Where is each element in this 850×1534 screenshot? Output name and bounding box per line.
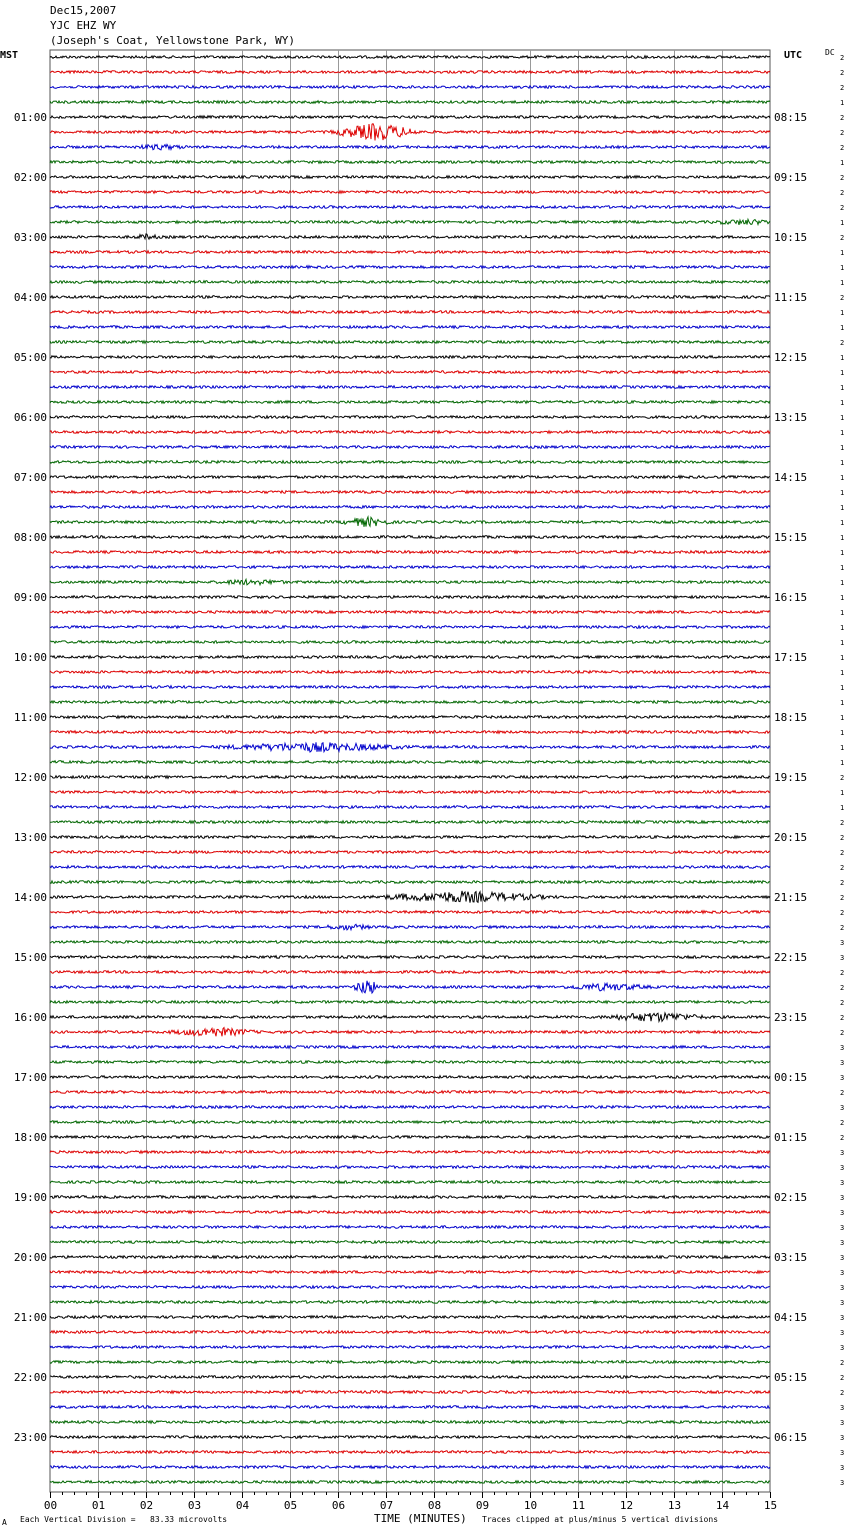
dc-offset-value: 2: [840, 294, 845, 302]
trace-line: [50, 1211, 770, 1214]
trace-line: [50, 924, 770, 930]
trace-line: [50, 1076, 770, 1079]
left-hour-label: 08:00: [13, 531, 47, 544]
dc-offset-value: 1: [840, 564, 845, 572]
dc-offset-value: 2: [840, 999, 845, 1007]
dc-offset-value: 1: [840, 369, 845, 377]
dc-offset-value: 2: [840, 924, 845, 932]
right-hour-label: 23:15: [774, 1011, 808, 1024]
dc-offset-value: 2: [840, 174, 845, 182]
right-hour-label: 00:15: [774, 1071, 808, 1084]
trace-line: [50, 461, 770, 464]
trace-line: [50, 881, 770, 884]
right-hour-label: 15:15: [774, 531, 808, 544]
trace-line: [50, 656, 770, 659]
dc-offset-value: 1: [840, 384, 845, 392]
dc-offset-value: 1: [840, 489, 845, 497]
trace-line: [50, 446, 770, 449]
right-hour-label: 09:15: [774, 171, 808, 184]
trace-line: [50, 281, 770, 284]
trace-line: [50, 701, 770, 704]
dc-offset-value: 3: [840, 1344, 845, 1352]
dc-offset-value: 3: [840, 939, 845, 947]
trace-line: [50, 611, 770, 614]
trace-line: [50, 219, 770, 225]
dc-offset-value: 2: [840, 339, 845, 347]
trace-line: [50, 386, 770, 389]
trace-line: [50, 821, 770, 824]
x-tick-label: 08: [427, 1499, 442, 1512]
dc-offset-value: 2: [840, 1389, 845, 1397]
right-hour-label: 05:15: [774, 1371, 808, 1384]
plot-date: Dec15,2007: [50, 4, 117, 17]
x-tick-label: 10: [523, 1499, 538, 1512]
right-timezone-label: UTC: [784, 50, 803, 61]
left-hour-label: 18:00: [13, 1131, 47, 1144]
dc-offset-value: 3: [840, 1449, 845, 1457]
left-hour-label: 03:00: [13, 231, 47, 244]
dc-offset-value: 1: [840, 474, 845, 482]
dc-offset-labels: [840, 54, 844, 1487]
x-axis-title: TIME (MINUTES): [374, 1512, 467, 1525]
dc-offset-value: 3: [840, 1329, 845, 1337]
x-tick-label: 01: [91, 1499, 106, 1512]
trace-line: [50, 1466, 770, 1469]
x-tick-label: 03: [187, 1499, 202, 1512]
dc-offset-value: 2: [840, 984, 845, 992]
dc-offset-value: 2: [840, 129, 845, 137]
trace-line: [50, 1136, 770, 1139]
trace-line: [50, 1241, 770, 1244]
trace-line: [50, 191, 770, 194]
trace-line: [50, 1121, 770, 1124]
left-hour-label: 07:00: [13, 471, 47, 484]
trace-line: [50, 1013, 770, 1021]
trace-line: [50, 356, 770, 359]
left-hour-label: 23:00: [13, 1431, 47, 1444]
trace-line: [50, 1316, 770, 1319]
trace-line: [50, 1001, 770, 1004]
right-hour-label: 01:15: [774, 1131, 808, 1144]
x-tick-label: 12: [619, 1499, 634, 1512]
trace-line: [50, 836, 770, 839]
right-hour-label: 13:15: [774, 411, 808, 424]
trace-line: [50, 506, 770, 509]
x-tick-label: 00: [43, 1499, 58, 1512]
dc-offset-value: 1: [840, 624, 845, 632]
left-hour-label: 16:00: [13, 1011, 47, 1024]
dc-offset-value: 3: [840, 1209, 845, 1217]
dc-offset-value: 1: [840, 99, 845, 107]
trace-line: [50, 686, 770, 689]
dc-offset-value: 2: [840, 1374, 845, 1382]
trace-line: [50, 971, 770, 974]
x-axis-ticks: [44, 1492, 777, 1512]
right-hour-label: 14:15: [774, 471, 808, 484]
trace-line: [50, 1196, 770, 1199]
clip-note: Traces clipped at plus/minus 5 vertical divisions: [482, 1515, 719, 1524]
x-tick-label: 06: [331, 1499, 346, 1512]
trace-line: [50, 742, 770, 752]
left-hour-label: 21:00: [13, 1311, 47, 1324]
trace-line: [50, 1361, 770, 1364]
trace-line: [50, 981, 770, 993]
dc-offset-value: 3: [840, 1419, 845, 1427]
trace-line: [50, 851, 770, 854]
left-hour-label: 04:00: [13, 291, 47, 304]
trace-line: [50, 566, 770, 569]
trace-line: [50, 266, 770, 269]
trace-line: [50, 401, 770, 404]
right-hour-label: 20:15: [774, 831, 808, 844]
trace-line: [50, 1256, 770, 1259]
right-hour-label: 21:15: [774, 891, 808, 904]
dc-offset-value: 3: [840, 1464, 845, 1472]
left-hour-label: 14:00: [13, 891, 47, 904]
station-code: YJC EHZ WY: [50, 19, 117, 32]
left-hour-label: 11:00: [13, 711, 47, 724]
corner-mark: A: [2, 1518, 7, 1527]
dc-offset-value: 2: [840, 774, 845, 782]
x-tick-label: 04: [235, 1499, 250, 1512]
left-hour-label: 15:00: [13, 951, 47, 964]
dc-offset-value: 1: [840, 159, 845, 167]
dc-offset-value: 1: [840, 249, 845, 257]
trace-line: [50, 1451, 770, 1454]
right-hour-label: 06:15: [774, 1431, 808, 1444]
dc-offset-value: 3: [840, 1479, 845, 1487]
trace-line: [50, 371, 770, 374]
dc-offset-value: 2: [840, 204, 845, 212]
dc-offset-value: 2: [840, 144, 845, 152]
dc-offset-value: 3: [840, 1149, 845, 1157]
trace-line: [50, 641, 770, 644]
trace-line: [50, 71, 770, 74]
right-hour-label: 17:15: [774, 651, 808, 664]
trace-line: [50, 1331, 770, 1334]
trace-line: [50, 206, 770, 209]
dc-offset-value: 1: [840, 459, 845, 467]
dc-offset-value: 1: [840, 699, 845, 707]
x-tick-label: 15: [763, 1499, 778, 1512]
right-hour-label: 18:15: [774, 711, 808, 724]
trace-line: [50, 1271, 770, 1274]
trace-line: [50, 1421, 770, 1424]
dc-offset-value: 1: [840, 324, 845, 332]
trace-line: [50, 579, 770, 584]
trace-line: [50, 1391, 770, 1394]
dc-offset-value: 2: [840, 84, 845, 92]
trace-line: [50, 1286, 770, 1289]
trace-line: [50, 1301, 770, 1304]
trace-line: [50, 1181, 770, 1184]
dc-offset-value: 1: [840, 399, 845, 407]
trace-line: [50, 234, 770, 239]
trace-line: [50, 536, 770, 539]
trace-line: [50, 956, 770, 959]
x-tick-label: 14: [715, 1499, 730, 1512]
vertical-scale-note: Each Vertical Division = 83.33 microvolts: [20, 1515, 228, 1524]
dc-offset-value: 3: [840, 1164, 845, 1172]
dc-offset-value: 2: [840, 234, 845, 242]
trace-line: [50, 326, 770, 329]
right-hour-label: 11:15: [774, 291, 808, 304]
dc-offset-value: 2: [840, 909, 845, 917]
dc-offset-value: 1: [840, 504, 845, 512]
left-hour-label: 06:00: [13, 411, 47, 424]
dc-offset-value: 1: [840, 309, 845, 317]
dc-offset-value: 3: [840, 1074, 845, 1082]
dc-offset-value: 1: [840, 729, 845, 737]
dc-offset-value: 2: [840, 849, 845, 857]
dc-offset-value: 1: [840, 279, 845, 287]
dc-offset-value: 1: [840, 594, 845, 602]
trace-line: [50, 671, 770, 674]
trace-line: [50, 1481, 770, 1484]
trace-line: [50, 1436, 770, 1439]
dc-offset-value: 2: [840, 1359, 845, 1367]
trace-line: [50, 866, 770, 869]
trace-line: [50, 161, 770, 164]
trace-line: [50, 144, 770, 150]
trace-line: [50, 341, 770, 344]
dc-offset-value: 3: [840, 954, 845, 962]
trace-line: [50, 1406, 770, 1409]
left-hour-label: 05:00: [13, 351, 47, 364]
dc-offset-value: 2: [840, 1119, 845, 1127]
dc-offset-value: 2: [840, 189, 845, 197]
right-hour-label: 03:15: [774, 1251, 808, 1264]
trace-line: [50, 116, 770, 119]
x-tick-label: 09: [475, 1499, 490, 1512]
trace-line: [50, 517, 770, 527]
dc-offset-value: 2: [840, 969, 845, 977]
station-location: (Joseph's Coat, Yellowstone Park, WY): [50, 34, 296, 47]
x-tick-label: 07: [379, 1499, 394, 1512]
right-hour-label: 16:15: [774, 591, 808, 604]
trace-line: [50, 491, 770, 494]
left-hour-label: 01:00: [13, 111, 47, 124]
trace-line: [50, 86, 770, 89]
dc-offset-value: 2: [840, 114, 845, 122]
trace-line: [50, 716, 770, 719]
dc-offset-value: 2: [840, 54, 845, 62]
trace-line: [50, 56, 770, 59]
dc-offset-value: 1: [840, 609, 845, 617]
left-hour-label: 17:00: [13, 1071, 47, 1084]
dc-offset-value: 1: [840, 669, 845, 677]
seismic-traces: [50, 56, 770, 1484]
dc-offset-value: 3: [840, 1179, 845, 1187]
dc-offset-value: 3: [840, 1194, 845, 1202]
dc-offset-value: 2: [840, 864, 845, 872]
dc-offset-value: 1: [840, 804, 845, 812]
dc-offset-value: 1: [840, 549, 845, 557]
trace-line: [50, 296, 770, 299]
trace-line: [50, 806, 770, 809]
dc-offset-value: 1: [840, 789, 845, 797]
trace-line: [50, 1226, 770, 1229]
trace-line: [50, 1151, 770, 1154]
dc-offset-value: 3: [840, 1254, 845, 1262]
trace-line: [50, 596, 770, 599]
right-hour-labels: [774, 111, 807, 1444]
dc-offset-value: 1: [840, 444, 845, 452]
trace-line: [50, 941, 770, 944]
left-hour-label: 12:00: [13, 771, 47, 784]
dc-offset-value: 2: [840, 1014, 845, 1022]
trace-line: [50, 891, 770, 903]
left-hour-label: 19:00: [13, 1191, 47, 1204]
trace-line: [50, 1346, 770, 1349]
dc-offset-value: 3: [840, 1044, 845, 1052]
left-timezone-label: MST: [0, 50, 19, 61]
right-hour-label: 22:15: [774, 951, 808, 964]
trace-line: [50, 761, 770, 764]
dc-offset-value: 3: [840, 1269, 845, 1277]
trace-line: [50, 911, 770, 914]
right-hour-label: 10:15: [774, 231, 808, 244]
trace-line: [50, 551, 770, 554]
dc-offset-value: 2: [840, 894, 845, 902]
dc-offset-value: 1: [840, 264, 845, 272]
trace-line: [50, 1046, 770, 1049]
right-hour-label: 08:15: [774, 111, 808, 124]
dc-offset-value: 2: [840, 1089, 845, 1097]
dc-offset-value: 1: [840, 654, 845, 662]
dc-offset-value: 1: [840, 639, 845, 647]
dc-offset-value: 3: [840, 1404, 845, 1412]
dc-offset-value: 3: [840, 1434, 845, 1442]
trace-line: [50, 731, 770, 734]
dc-offset-value: 1: [840, 219, 845, 227]
dc-offset-value: 3: [840, 1104, 845, 1112]
dc-offset-value: 2: [840, 1029, 845, 1037]
right-hour-label: 04:15: [774, 1311, 808, 1324]
dc-offset-value: 1: [840, 759, 845, 767]
trace-line: [50, 1028, 770, 1037]
trace-line: [50, 791, 770, 794]
dc-offset-value: 1: [840, 579, 845, 587]
dc-offset-value: 2: [840, 834, 845, 842]
trace-line: [50, 1061, 770, 1064]
dc-offset-value: 2: [840, 879, 845, 887]
left-hour-label: 02:00: [13, 171, 47, 184]
dc-offset-value: 1: [840, 534, 845, 542]
dc-offset-value: 1: [840, 744, 845, 752]
dc-offset-value: 3: [840, 1239, 845, 1247]
trace-line: [50, 431, 770, 434]
dc-offset-value: 1: [840, 354, 845, 362]
left-hour-label: 20:00: [13, 1251, 47, 1264]
right-hour-label: 02:15: [774, 1191, 808, 1204]
trace-line: [50, 1376, 770, 1379]
dc-offset-value: 1: [840, 519, 845, 527]
left-hour-label: 22:00: [13, 1371, 47, 1384]
dc-offset-value: 1: [840, 714, 845, 722]
trace-line: [50, 626, 770, 629]
dc-offset-value: 1: [840, 414, 845, 422]
dc-offset-value: 3: [840, 1059, 845, 1067]
trace-line: [50, 101, 770, 104]
right-hour-label: 19:15: [774, 771, 808, 784]
dc-offset-value: 2: [840, 1134, 845, 1142]
trace-line: [50, 416, 770, 419]
trace-line: [50, 1106, 770, 1109]
left-hour-label: 09:00: [13, 591, 47, 604]
dc-offset-value: 3: [840, 1284, 845, 1292]
trace-line: [50, 251, 770, 254]
trace-line: [50, 311, 770, 314]
left-hour-labels: [14, 111, 47, 1444]
x-tick-label: 05: [283, 1499, 298, 1512]
dc-offset-header: DC: [825, 48, 835, 57]
trace-line: [50, 1091, 770, 1094]
trace-line: [50, 124, 770, 141]
dc-offset-value: 3: [840, 1314, 845, 1322]
x-tick-label: 13: [667, 1499, 682, 1512]
trace-line: [50, 476, 770, 479]
dc-offset-value: 1: [840, 429, 845, 437]
left-hour-label: 13:00: [13, 831, 47, 844]
left-hour-label: 10:00: [13, 651, 47, 664]
trace-line: [50, 776, 770, 779]
x-tick-label: 11: [571, 1499, 586, 1512]
trace-line: [50, 1166, 770, 1169]
dc-offset-value: 1: [840, 684, 845, 692]
dc-offset-value: 3: [840, 1299, 845, 1307]
dc-offset-value: 3: [840, 1224, 845, 1232]
dc-offset-value: 2: [840, 69, 845, 77]
right-hour-label: 12:15: [774, 351, 808, 364]
dc-offset-value: 2: [840, 819, 845, 827]
trace-line: [50, 176, 770, 179]
x-tick-label: 02: [139, 1499, 154, 1512]
